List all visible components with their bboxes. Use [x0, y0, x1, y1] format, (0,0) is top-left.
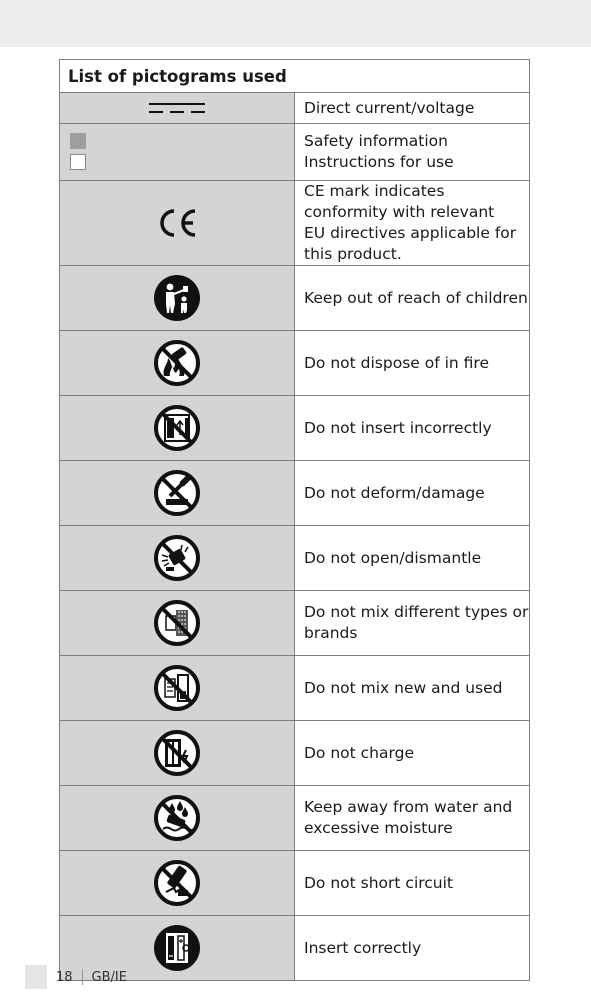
ce-mark-icon	[60, 181, 295, 266]
no-open-icon	[60, 526, 295, 591]
row-line: Direct current/voltage	[304, 98, 475, 117]
row-line: Do not dispose of in fire	[304, 353, 489, 372]
no-water-icon	[60, 786, 295, 851]
table-row	[60, 851, 530, 916]
table-row	[60, 656, 530, 721]
table-row	[60, 786, 530, 851]
no-fire-icon	[60, 331, 295, 396]
top-band	[0, 0, 591, 47]
table-row	[60, 461, 530, 526]
pictogram-table	[59, 59, 530, 981]
row-text	[295, 786, 530, 851]
row-text	[295, 124, 530, 181]
table-header-row	[60, 60, 530, 93]
row-text	[295, 396, 530, 461]
no-insert-incorrectly-icon	[60, 396, 295, 461]
table-row	[60, 526, 530, 591]
footer-divider	[82, 969, 83, 985]
row-line: Insert correctly	[304, 938, 422, 957]
row-line: Safety information	[304, 132, 448, 150]
no-short-circuit-icon	[60, 851, 295, 916]
row-line: Do not deform/damage	[304, 483, 485, 502]
row-text	[295, 591, 530, 656]
page-footer	[25, 965, 127, 989]
table-row	[60, 266, 530, 331]
row-text	[295, 851, 530, 916]
table-row	[60, 721, 530, 786]
table-row	[60, 93, 530, 124]
row-line: CE mark indicates conformity with relevant	[304, 182, 495, 221]
row-line: Instructions for use	[304, 153, 454, 171]
row-text	[295, 526, 530, 591]
table-row	[60, 331, 530, 396]
row-text	[295, 461, 530, 526]
row-text	[295, 916, 530, 981]
row-text	[295, 93, 530, 124]
row-text	[295, 656, 530, 721]
row-line: Do not mix new and used	[304, 678, 503, 697]
row-text	[295, 331, 530, 396]
table-row	[60, 124, 530, 181]
no-mix-new-used-icon	[60, 656, 295, 721]
table-title: List of pictograms used	[60, 60, 530, 93]
row-line: EU directives applicable for this product.	[304, 224, 517, 263]
direct-current-icon	[60, 93, 295, 124]
no-charge-icon	[60, 721, 295, 786]
row-line: Keep out of reach of children	[304, 288, 528, 307]
table-row	[60, 396, 530, 461]
row-text	[295, 721, 530, 786]
no-mix-types-icon	[60, 591, 295, 656]
table-row	[60, 181, 530, 266]
row-line: Do not open/dismantle	[304, 548, 482, 567]
row-text	[295, 266, 530, 331]
page-number: 18	[56, 969, 73, 985]
language-code: GB/IE	[91, 969, 127, 985]
table-row	[60, 916, 530, 981]
row-line: Do not short circuit	[304, 873, 454, 892]
row-line: Do not insert incorrectly	[304, 418, 492, 437]
row-line: Keep away from water and excessive moisture	[304, 798, 513, 837]
row-text	[295, 181, 530, 266]
table-row	[60, 591, 530, 656]
page-marker	[25, 965, 47, 989]
row-line: Do not charge	[304, 743, 414, 762]
row-line: Do not mix different types or brands	[304, 603, 529, 642]
keep-from-children-icon	[60, 266, 295, 331]
safety-squares-icon	[60, 124, 295, 181]
no-deform-icon	[60, 461, 295, 526]
